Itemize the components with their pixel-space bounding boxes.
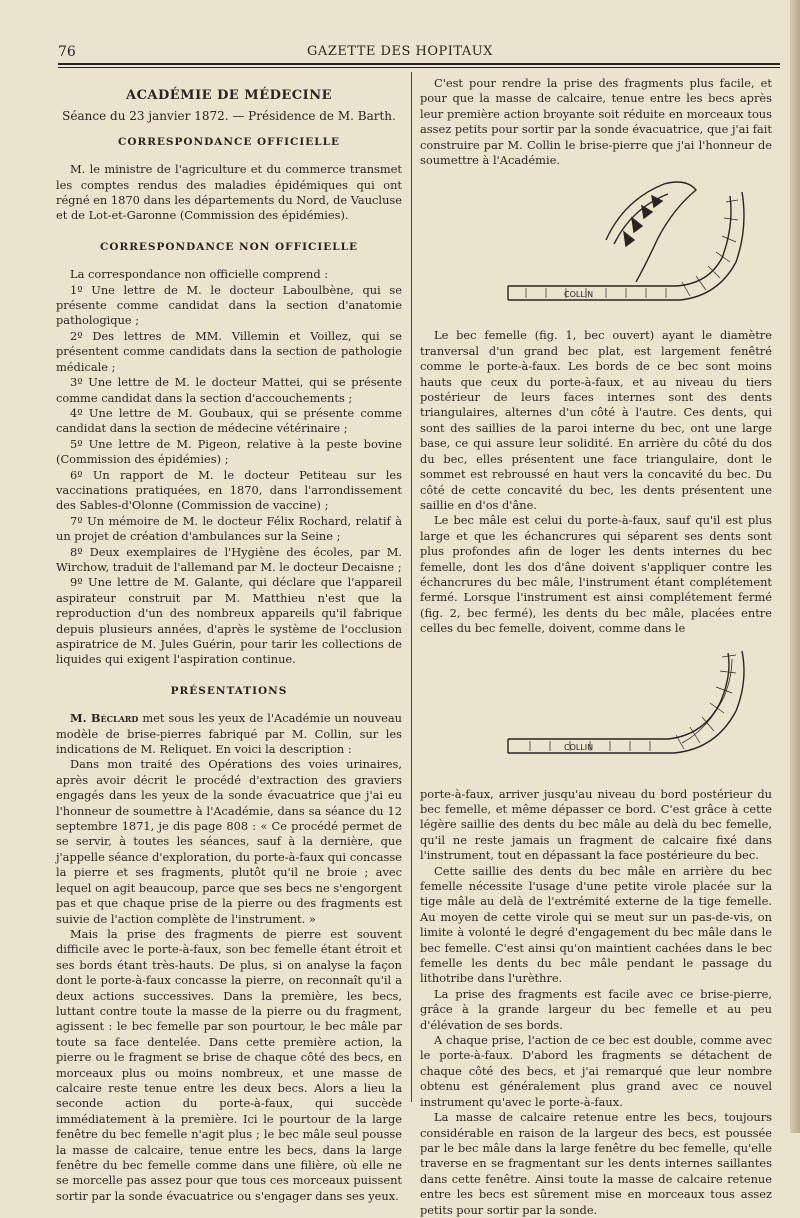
session-line: Séance du 23 janvier 1872. — Présidence de M. Barth. bbox=[62, 109, 396, 124]
figure-2-closed-beak bbox=[446, 647, 746, 777]
list-item: 3º Une lettre de M. le docteur Mattei, qui se présente comme candidat dans la section d'accouchements ; bbox=[56, 375, 402, 405]
female-beak-paragraph: Le bec femelle (fig. 1, bec ouvert) ayant le diamètre tranversal d'un grand bec plat, est largement fenêtré comme le porte-à-faux. Les bords de ce bec sont moins hauts que ceux du porte-à-faux, et au niveau du tiers postérieur de leurs faces internes sont des dents triangulaires, alternes d'un côté à l'autre. Ces dents, qui sont des saillies de la paroi interne du bec, ont une large base, ce qui assure leur solidité. En arrière du côté du dos du bec, elles présentent une face triangulaire, dont le sommet est rebroussé en haut vers la concavité du bec. Du côté de cette concavité du bec, les dents présentent une saillie en d'os d'âne. bbox=[420, 328, 772, 512]
quoted-paragraph: Dans mon traité des Opérations des voies urinaires, après avoir décrit le procédé d'extraction des graviers engagés dans les yeux de la sonde évacuatrice que j'ai eu l'honneur de soumettre à l'Académie, dans sa séance du 12 septembre 1871, je dis page 808 : « Ce procédé permet de se servir, à toutes les séances, sauf à la dernière, que j'appelle séance d'exploration, du porte-à-faux qui concasse la pierre et ses fragments, plutôt qu'il ne broie ; avec lequel on agit beaucoup, parce que ses becs ne s'engorgent pas et que chaque prise de la pierre ou des fragments est suivie de l'action complète de l'instrument. » bbox=[56, 757, 402, 926]
page-edge bbox=[790, 0, 800, 1133]
page-number: 76 bbox=[58, 44, 76, 60]
list-item: 9º Une lettre de M. Galante, qui déclare que l'appareil aspirateur construit par M. Matthieu n'est que la reproduction d'un des nombreux appareils qu'il fabrique depuis plusieurs années, d'après le système de l'occlusion aspiratrice de M. Jules Guérin, pour tarir les collections de liquides qui exigent l'aspiration continue. bbox=[56, 575, 402, 667]
header-rule-thin bbox=[58, 67, 780, 68]
list-item: 6º Un rapport de M. le docteur Petiteau sur les vaccinations pratiquées, en 1870, dans l'arrondissement des Sables-d'Olonne (Commission de vaccine) ; bbox=[56, 467, 402, 513]
right-column bbox=[420, 76, 772, 1218]
header-rule bbox=[58, 63, 780, 65]
presentations-text: met sous les yeux de l'Académie un nouveau modèle de brise-pierres fabriqué par M. Collin, sur les indications de M. Reliquet. En voici la description : bbox=[56, 711, 402, 757]
ferrule-paragraph: Cette saillie des dents du bec mâle en arrière du bec femelle nécessite l'usage d'une petite virole placée sur la tige mâle au delà de l'extrémité externe de la tige femelle. Au moyen de cette virole qui se meut sur un pas-de-vis, on limite à volonté le degré d'engagement du bec mâle dans le bec femelle. C'est ainsi qu'on maintient cachées dans le bec femelle les dents du bec mâle pendant le passage du lithotribe dans l'urèthre. bbox=[420, 863, 772, 986]
list-item: 4º Une lettre de M. Goubaux, qui se présente comme candidat dans la section de médecine vétérinaire ; bbox=[56, 405, 402, 436]
list-item: 7º Un mémoire de M. le docteur Félix Rochard, relatif à un projet de création d'ambulances sur la Seine ; bbox=[56, 513, 402, 544]
continuation-paragraph: porte-à-faux, arriver jusqu'au niveau du bord postérieur du bec femelle, et même dépasser ce bord. C'est grâce à cette légère saillie des dents du bec mâle au delà du bec femelle, qu'il ne reste jamais un fragment de calcaire fixé dans l'instrument, tout en dépassant la face postérieure du bec. bbox=[420, 786, 772, 863]
list-item: 1º Une lettre de M. le docteur Laboulbène, qui se présente comme candidat dans la section d'anatomie pathologique ; bbox=[56, 282, 402, 328]
lithotrite-open-illustration bbox=[446, 178, 746, 318]
grip-paragraph: La prise des fragments est facile avec ce brise-pierre, grâce à la grande largeur du bec femelle et au peu d'élévation de ses bords. bbox=[420, 986, 772, 1032]
analysis-paragraph: Mais la prise des fragments de pierre est souvent difficile avec le porte-à-faux, son bec femelle étant étroit et ses bords étant très-hauts. De plus, si on analyse la façon dont le porte-à-faux concasse la pierre, on reconnaît qu'il a deux actions successives. Dans la première, les becs, luttant contre toute la masse de la pierre ou du fragment, agissent : le bec femelle par son pourtour, le bec mâle par toute sa face dentelée. Dans cette première action, la pierre ou le fragment se brise de chaque côté des becs, en morceaux plus ou moins nombreux, et une masse de calcaire reste tenue entre les deux becs. Alors a lieu la seconde action du porte-à-faux, qui succède immédiatement à la première. Ici le pourtour de la large fenêtre du bec femelle n'agit plus ; le bec mâle seul pousse la masse de calcaire, tenue entre les becs, dans la large fenêtre du bec femelle comme dans une filière, où elle ne se morcelle pas assez pour que tous ces morceaux puissent sortir par la sonde évacuatrice ou s'engager dans ses yeux. bbox=[56, 926, 402, 1203]
double-action-paragraph: A chaque prise, l'action de ce bec est double, comme avec le porte-à-faux. D'abord les fragments se détachent de chaque côté des becs, et j'ai remarqué que leur nombre obtenu est généralement plus grand avec ce nouvel instrument qu'avec le porte-à-faux. bbox=[420, 1033, 772, 1109]
maker-label: COLLIN bbox=[564, 290, 594, 300]
official-paragraph: M. le ministre de l'agriculture et du commerce transmet les comptes rendus des maladies épidémiques qui ont régné en 1870 dans les départements du Nord, de Vaucluse et de Lot-et-Garonne (Commission des épidémies). bbox=[56, 162, 402, 223]
presentations-heading: PRÉSENTATIONS bbox=[170, 684, 288, 697]
column-divider bbox=[411, 72, 412, 1102]
left-column bbox=[56, 76, 402, 1204]
list-item: 8º Deux exemplaires de l'Hygiène des écoles, par M. Wirchow, traduit de l'allemand par M. le docteur Decaisne ; bbox=[56, 544, 402, 574]
presentations-paragraph bbox=[56, 711, 402, 757]
official-heading: CORRESPONDANCE OFFICIELLE bbox=[117, 135, 341, 148]
nonofficial-intro: La correspondance non officielle comprend : bbox=[70, 267, 329, 282]
journal-title: GAZETTE DES HOPITAUX bbox=[307, 44, 493, 59]
list-item: 2º Des lettres de MM. Villemin et Voillez, qui se présentent comme candidats dans la section de pathologie médicale ; bbox=[56, 328, 402, 374]
maker-label: COLLIN bbox=[564, 742, 594, 752]
conclusion-paragraph: La masse de calcaire retenue entre les becs, toujours considérable en raison de la largeur des becs, est poussée par le bec mâle dans la large fenêtre du bec femelle, qu'elle traverse en se fragmentant sur les dents internes saillantes dans cette fenêtre. Ainsi toute la masse de calcaire retenue entre les becs est sûrement mise en morceaux tous assez petits pour sortir par la sonde. bbox=[420, 1110, 772, 1217]
nonofficial-heading: CORRESPONDANCE NON OFFICIELLE bbox=[99, 240, 359, 253]
section-title: ACADÉMIE DE MÉDECINE bbox=[125, 88, 332, 103]
intro-paragraph: C'est pour rendre la prise des fragments plus facile, et pour que la masse de calcaire, tenue entre les becs après leur première action broyante soit réduite en morceaux tous assez petits pour sortir par la sonde évacuatrice, que j'ai fait construire par M. Collin le brise-pierre que j'ai l'honneur de soumettre à l'Académie. bbox=[420, 76, 772, 168]
list-item: 5º Une lettre de M. Pigeon, relative à la peste bovine (Commission des épidémies) ; bbox=[56, 436, 402, 467]
lithotrite-closed-illustration bbox=[446, 647, 746, 777]
figure-1-open-beak bbox=[446, 178, 746, 318]
speaker-name: M. Béclard bbox=[70, 711, 139, 726]
male-beak-paragraph: Le bec mâle est celui du porte-à-faux, sauf qu'il est plus large et que les échancrures qui séparent ses dents sont plus profondes afin de loger les dents internes du bec femelle, dont les dos d'âne doivent s'appliquer contre les échancrures du bec mâle, l'instrument étant complétement fermé. Lorsque l'instrument est ainsi complétement fermé (fig. 2, bec fermé), les dents du bec mâle, placées entre celles du bec femelle, doivent, comme dans le bbox=[420, 513, 772, 636]
